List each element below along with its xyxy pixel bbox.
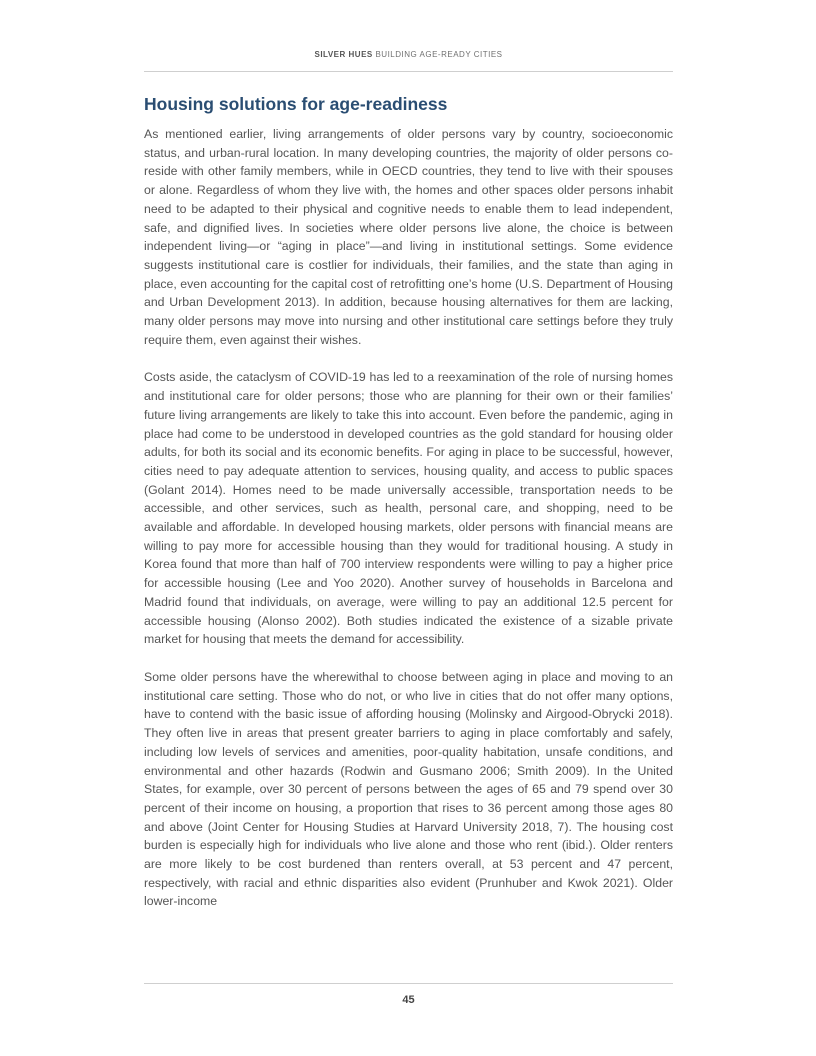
header-divider: [144, 71, 673, 72]
footer-divider: [144, 983, 673, 984]
body-text: [144, 125, 673, 930]
paragraph-1: As mentioned earlier, living arrangements of older persons vary by country, socioeconomic status, and urban-rural location. In many developing countries, the majority of older persons co-reside with other family members, while in OECD countries, they tend to live with their spouses or alone. Regardless of whom they live with, the homes and other spaces older persons inhabit need to be adapted to their physical and cognitive needs to enable them to lead independent, safe, and dignified lives. In societies where older persons live alone, the choice is between independent living—or “aging in place”—and living in institutional settings. Some evidence suggests institutional care is costlier for individuals, their families, and the state than aging in place, even accounting for the capital cost of retrofitting one’s home (U.S. Department of Housing and Urban Development 2013). In addition, because housing alternatives for them are lacking, many older persons may move into nursing and other institutional care settings before they truly require them, even against their wishes.: [144, 127, 673, 347]
paragraph-2: Costs aside, the cataclysm of COVID-19 has led to a reexamination of the role of nursing homes and institutional care for older persons; those who are planning for their own or their families’ future living arrangements are likely to take this into account. Even before the pandemic, aging in place had come to be understood in developed countries as the gold standard for housing older adults, for both its social and its economic benefits. For aging in place to be successful, however, cities need to pay adequate attention to services, housing quality, and access to public spaces (Golant 2014). Homes need to be made universally accessible, transportation needs to be accessible, and other services, such as health, personal care, and shopping, need to be available and affordable. In developed housing markets, older persons with financial means are willing to pay more for accessible housing than they would for traditional housing. A study in Korea found that more than half of 700 interview respondents were willing to pay a higher price for accessible housing (Lee and Yoo 2020). Another survey of households in Barcelona and Madrid found that individuals, on average, were willing to pay an additional 12.5 percent for accessible housing (Alonso 2002). Both studies indicated the existence of a sizable private market for housing that meets the demand for accessibility.: [144, 370, 673, 647]
section-title: Housing solutions for age-readiness: [144, 94, 448, 114]
running-header-subtitle: BUILDING AGE-READY CITIES: [375, 50, 503, 59]
paragraph-3: Some older persons have the wherewithal to choose between aging in place and moving to an institutional care setting. Those who do not, or who live in cities that do not offer many options, have to contend with the basic issue of affording housing (Molinsky and Airgood-Obrycki 2018). They often live in areas that present greater barriers to aging in place comfortably and safely, including low levels of services and amenities, poor-quality habitation, unsafe conditions, and environmental and other hazards (Rodwin and Gusmano 2006; Smith 2009). In the United States, for example, over 30 percent of persons between the ages of 65 and 79 spend over 30 percent of their income on housing, a proportion that rises to 36 percent among those ages 80 and above (Joint Center for Housing Studies at Harvard University 2018, 7). The housing cost burden is especially high for individuals who live alone and those who rent (ibid.). Older renters are more likely to be cost burdened than renters overall, at 53 percent and 47 percent, respectively, with racial and ethnic disparities also evident (Prunhuber and Kwok 2021). Older lower-income: [144, 669, 673, 909]
running-header: [144, 50, 673, 59]
running-header-brand: SILVER HUES: [314, 50, 373, 59]
page-number: 45: [402, 994, 415, 1006]
